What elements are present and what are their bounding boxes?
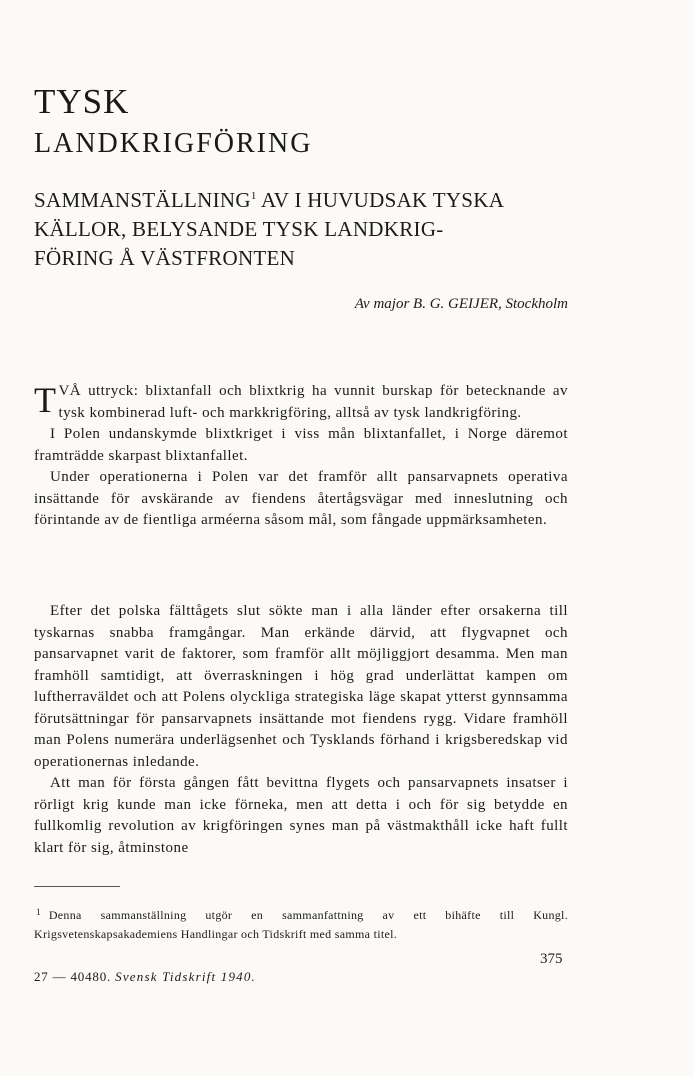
footnote (34, 903, 568, 944)
drop-cap: T (34, 380, 57, 420)
print-code: 27 — 40480. (34, 969, 112, 984)
subtitle-line-2: KÄLLOR, BELYSANDE TYSK LANDKRIG- (34, 217, 444, 241)
byline-prefix: Av major (354, 296, 410, 312)
subtitle-line-1-rest: AV I HUVUDSAK TYSKA (256, 188, 505, 212)
subtitle-line-1 (34, 182, 594, 215)
paragraph-2: I Polen undanskymde blixtkriget i viss mån blixtanfallet, i Norge däremot framträdde skarpast blixtanfallet. (34, 426, 568, 464)
byline-author: B. G. GEIJER, (413, 296, 502, 312)
paragraph-5: Att man för första gången fått bevittna flygets och pansarvapnets insatser i rörligt krig kunde man icke förneka, men att detta i och för sig betydde en fullkomlig revolution av krigföringen synes man på västmakthåll icke haft fullt klart för sig, åtminstone (34, 775, 568, 856)
footnote-reference: 1 (250, 190, 257, 202)
title-line-2: LANDKRIGFÖRING (34, 128, 313, 159)
byline (355, 296, 568, 313)
article-body-section-2 (34, 601, 568, 859)
footnote-divider (34, 886, 120, 887)
signature-line (34, 969, 256, 985)
subtitle-line-3: FÖRING Å VÄSTFRONTEN (34, 246, 296, 270)
footnote-text: Denna sammanställning utgör en sammanfattning av ett bihäfte till Kungl. Krigsvetenskapsakademiens Handlingar och Tidskrift med samma titel. (34, 908, 568, 941)
journal-title: Svensk Tidskrift 1940. (115, 969, 256, 984)
paragraph-3: Under operationerna i Polen var det framför allt pansarvapnets operativa insättande för avskärande av fiendens återtågsvägar med inneslutning och förintande av de fientliga arméerna såsom mål, som fångade uppmärksamheten. (34, 469, 568, 528)
subtitle-line-1-text: SAMMANSTÄLLNING (34, 188, 251, 212)
article-body-section-1 (34, 381, 568, 532)
paragraph-4: Efter det polska fälttågets slut sökte man i alla länder efter orsakerna till tyskarnas snabba framgångar. Man erkände därvid, att flygvapnet och pansarvapnet varit de faktorer, som framför allt möjliggjort desamma. Men man framhöll samtidigt, att överraskningen i hög grad underlättat kampen om luftherraväldet och att Polens olyckliga strategiska läge skapat ytterst gynnsamma förutsättningar för pansarvapnets insättande mot fiendens rygg. Vidare framhöll man Polens numerära underlägsenhet och Tysklands förhand i krigsberedskap vid operationernas inledande. (34, 603, 568, 770)
paragraph-1-text: VÅ uttryck: blixtanfall och blixtkrig ha vunnit burskap för betecknande av tysk kombinerad luft- och markkrigföring, alltså av tysk landkrigföring. (58, 383, 568, 421)
subtitle (34, 182, 594, 273)
byline-location: Stockholm (505, 296, 568, 312)
page-number: 375 (540, 951, 563, 967)
paragraph-1 (34, 381, 568, 424)
title-line-1: TYSK (34, 82, 130, 121)
footnote-mark: 1 (36, 907, 41, 917)
